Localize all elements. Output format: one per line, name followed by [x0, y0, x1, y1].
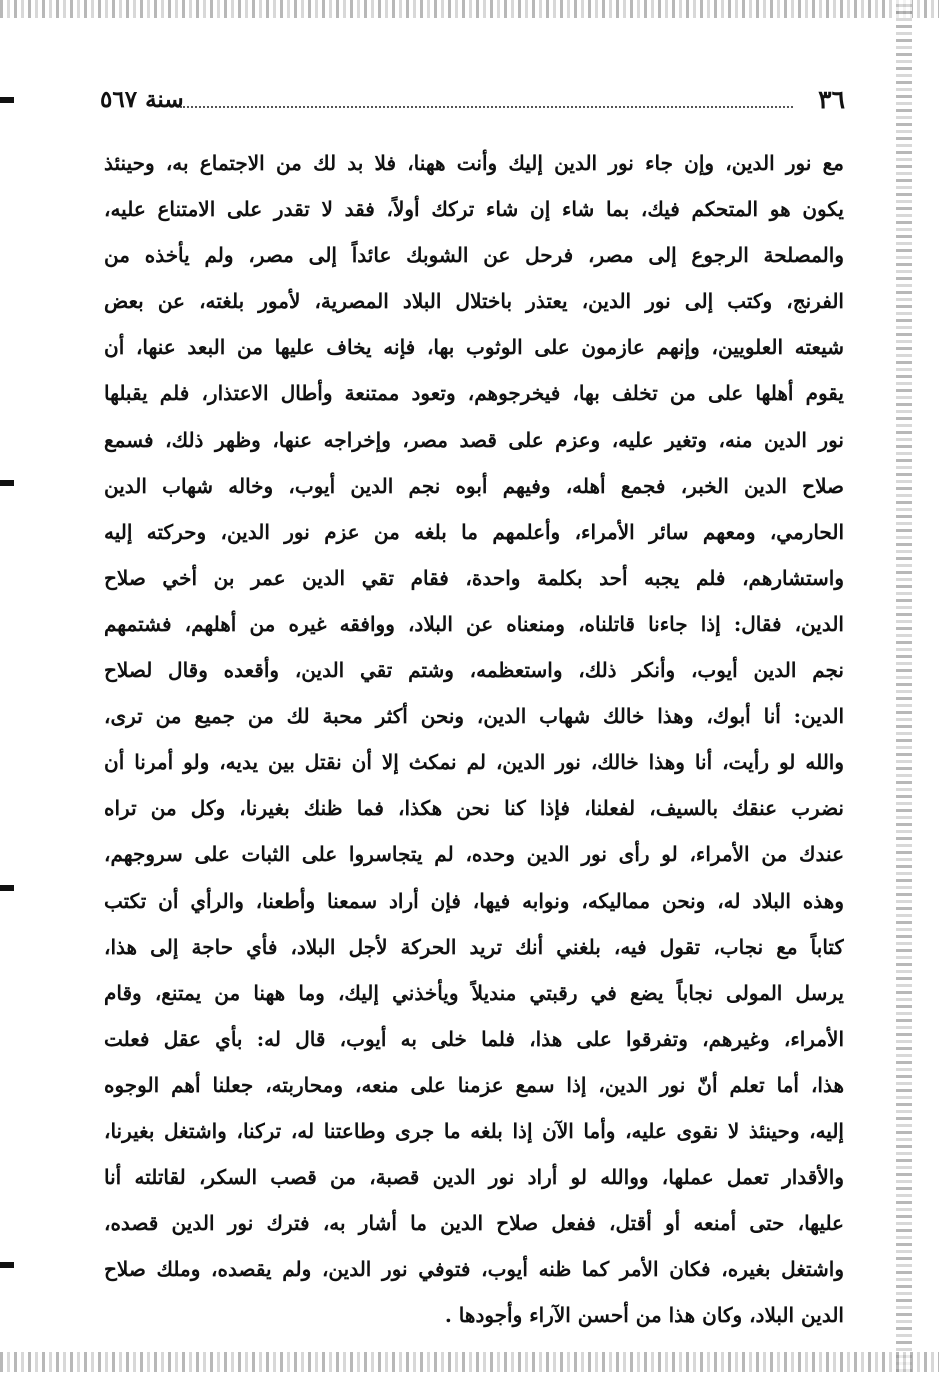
decorative-border-bottom — [0, 1352, 939, 1372]
decorative-border-top — [0, 0, 939, 18]
text-line: واشتغل بغيره، فكان الأمر كما ظنه أيوب، فتوفي نور الدين، ولم يقصده، وملك صلاح — [104, 1257, 844, 1282]
text-line: الدين البلاد، وكان هذا من أحسن الآراء وأجودها . — [444, 1303, 844, 1328]
text-line: نجم الدين أيوب، وأنكر ذلك، واستعظمه، وشتم تقي الدين، وأقعده وقال لصلاح — [104, 658, 844, 683]
text-line: وهذه البلاد له، ونحن مماليكه، ونوابه فيها، فإن أراد سمعنا وأطعنا، والرأي أن تكتب — [104, 888, 844, 913]
margin-mark — [0, 1262, 14, 1268]
text-line: الأمراء، وغيرهم، وتفرقوا على هذا، فلما خلى به أيوب، قال له: بأي عقل فعلت — [104, 1026, 844, 1051]
text-line: عليها، حتى أمنعه أو أقتل، ففعل صلاح الدين ما أشار به، فترك نور الدين قصده، — [104, 1211, 844, 1236]
decorative-border-right — [896, 0, 912, 1372]
text-line: والأقدار تعمل عملها، ووالله لو أراد نور الدين قصبة، من قصب السكر، لقاتلته أنا — [104, 1165, 844, 1190]
text-line: يرسل المولى نجاباً يضع في رقبتي منديلاً ويأخذني إليك، وما ههنا من يمتنع، وقام — [104, 980, 844, 1005]
text-line: الحارمي، ومعهم سائر الأمراء، وأعلمهم ما بلغه من عزم نور الدين، وحركته إليه — [104, 519, 844, 544]
text-line: إليه، وحينئذ لا نقوى عليه، وأما الآن إذا بلغه ما جرى وطاعتنا له، تركنا، واشتغل بغيرنا، — [104, 1118, 844, 1143]
margin-mark — [0, 97, 14, 103]
text-line: عندك من الأمراء، لو رأى نور الدين وحده، لم يتجاسروا على الثبات على سروجهم، — [104, 842, 844, 867]
text-line: يكون هو المتحكم فيك، بما شاء إن شاء تركك أولاً، فقد لا تقدر على الامتناع عليه، — [104, 197, 844, 222]
text-line: شيعته العلويين، وإنهم عازمون على الوثوب بها، فإنه يخاف عليها من البعد عنها، أن — [104, 335, 844, 360]
margin-mark — [0, 480, 14, 486]
text-line: واستشارهم، فلم يجبه أحد بكلمة واحدة، فقام تقي الدين عمر بن أخي صلاح — [104, 565, 844, 590]
text-line: نور الدين منه، وتغير عليه، وعزم على قصد مصر، وإخراجه عنها، وظهر ذلك، فسمع — [104, 427, 844, 452]
text-line: مع نور الدين، وإن جاء نور الدين إليك وأنت ههنا، فلا بد لك من الاجتماع به، وحينئذ — [104, 151, 844, 175]
text-line: الدين، فقال: إذا جاءنا قاتلناه، ومنعناه عن البلاد، ووافقه غيره من أهلهم، فشتمهم — [104, 611, 844, 636]
margin-mark — [0, 885, 14, 891]
text-line: هذا، أما تعلم أنّ نور الدين، إذا سمع عزمنا على منعه، ومحاربته، جعلنا أهم الوجوه — [104, 1072, 844, 1097]
text-line: والله لو رأيت، أنا وهذا خالك، نور الدين، لم نمكث إلا أن نقتل بين يديه، ولو أمرنا أن — [104, 750, 844, 775]
text-line: كتاباً مع نجاب، تقول فيه، بلغني أنك تريد الحركة لأجل البلاد، فأي حاجة إلى هذا، — [104, 934, 844, 959]
header-dotted-leader — [180, 106, 793, 108]
text-line: والمصلحة الرجوع إلى مصر، فرحل عن الشوبك عائداً إلى مصر، ولم يأخذه من — [104, 243, 844, 268]
text-line: الدين: أنا أبوك، وهذا خالك شهاب الدين، ونحن أكثر محبة لك من جميع من ترى، — [104, 704, 844, 729]
running-title: سنة ٥٦٧ — [100, 86, 184, 113]
text-line: صلاح الدين الخبر، فجمع أهله، وفيهم أبوه نجم الدين أيوب، وخاله شهاب الدين — [104, 473, 844, 498]
text-line: نضرب عنقك بالسيف، لفعلنا، فإذا كنا نحن هكذا، فما ظنك بغيرنا، وكل من تراه — [104, 796, 844, 821]
page-header — [100, 82, 845, 118]
page-number: ٣٦ — [818, 85, 845, 114]
body-text — [104, 145, 844, 1343]
text-line: الفرنج، وكتب إلى نور الدين، يعتذر باختلال البلاد المصرية، لأمور بلغته، عن بعض — [104, 289, 844, 314]
text-line: يقوم أهلها على من تخلف بها، فيخرجوهم، وتعود ممتنعة وأطال الاعتذار، فلم يقبلها — [104, 381, 844, 406]
